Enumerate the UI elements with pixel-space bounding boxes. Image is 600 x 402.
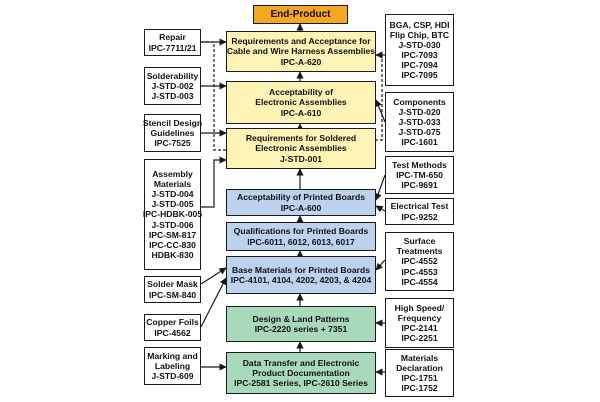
dashed-bga-link [376, 55, 382, 140]
solderability-box: Solderability J-STD-002 J-STD-003 [144, 67, 201, 105]
ipc-a-600-box: Acceptability of Printed Boards IPC-A-600 [226, 189, 376, 216]
surface-treatments-box: Surface Treatments IPC-4552 IPC-4553 IPC-4554 [385, 232, 454, 291]
base-materials-box: Base Materials for Printed Boards IPC-4101, 4104, 4202, 4203, & 4204 [226, 256, 376, 294]
materials-declaration-box: Materials Declaration IPC-1751 IPC-1752 [385, 349, 454, 397]
components-box: Components J-STD-020 J-STD-033 J-STD-075 IPC-1601 [385, 92, 454, 152]
ipc-a-610-box: Acceptability of Electronic Assemblies IPC-A-610 [226, 81, 376, 124]
qualifications-box: Qualifications for Printed Boards IPC-6011, 6012, 6013, 6017 [226, 222, 376, 251]
arrow-assembly [201, 160, 226, 207]
design-box: Design & Land Patterns IPC-2220 series + 7351 [226, 306, 376, 342]
assembly-materials-box: Assembly Materials J-STD-004 J-STD-005 IPC-HDBK-005 J-STD-006 IPC-SM-817 IPC-CC-830 HDBK-830 [144, 159, 201, 270]
arrow-electrical-test [376, 206, 385, 211]
solder-mask-box: Solder Mask IPC-SM-840 [144, 276, 201, 303]
marking-labeling-box: Marking and Labeling J-STD-609 [144, 347, 201, 385]
bga-csp-box: BGA, CSP, HDI Flip Chip, BTC J-STD-030 IPC-7093 IPC-7094 IPC-7095 [385, 14, 454, 86]
ipc-a-620-box: Requirements and Acceptance for Cable and Wire Harness Assemblies IPC-A-620 [226, 31, 376, 72]
repair-box: Repair IPC-7711/21 [144, 29, 201, 56]
data-transfer-box: Data Transfer and Electronic Product Documentation IPC-2581 Series, IPC-2610 Series [226, 352, 376, 394]
electrical-test-box: Electrical Test IPC-9252 [385, 198, 454, 225]
dashed-repair-link [201, 42, 226, 150]
test-methods-box: Test Methods IPC-TM-650 IPC-9691 [385, 156, 454, 194]
j-std-001-box: Requirements for Soldered Electronic Assemblies J-STD-001 [226, 128, 376, 169]
arrow-test-methods [376, 175, 385, 200]
copper-foils-box: Copper Foils IPC-4562 [144, 314, 201, 341]
arrow-solder-mask [201, 268, 226, 284]
arrow-copper-foils [201, 278, 226, 327]
high-speed-box: High Speed/ Frequency IPC-2141 IPC-2251 [385, 298, 454, 348]
end-product-box: End-Product [253, 5, 348, 24]
arrow-surface [376, 260, 385, 270]
stencil-design-box: Stencil Design Guidelines IPC-7525 [144, 114, 201, 152]
arrow-components [376, 100, 385, 122]
